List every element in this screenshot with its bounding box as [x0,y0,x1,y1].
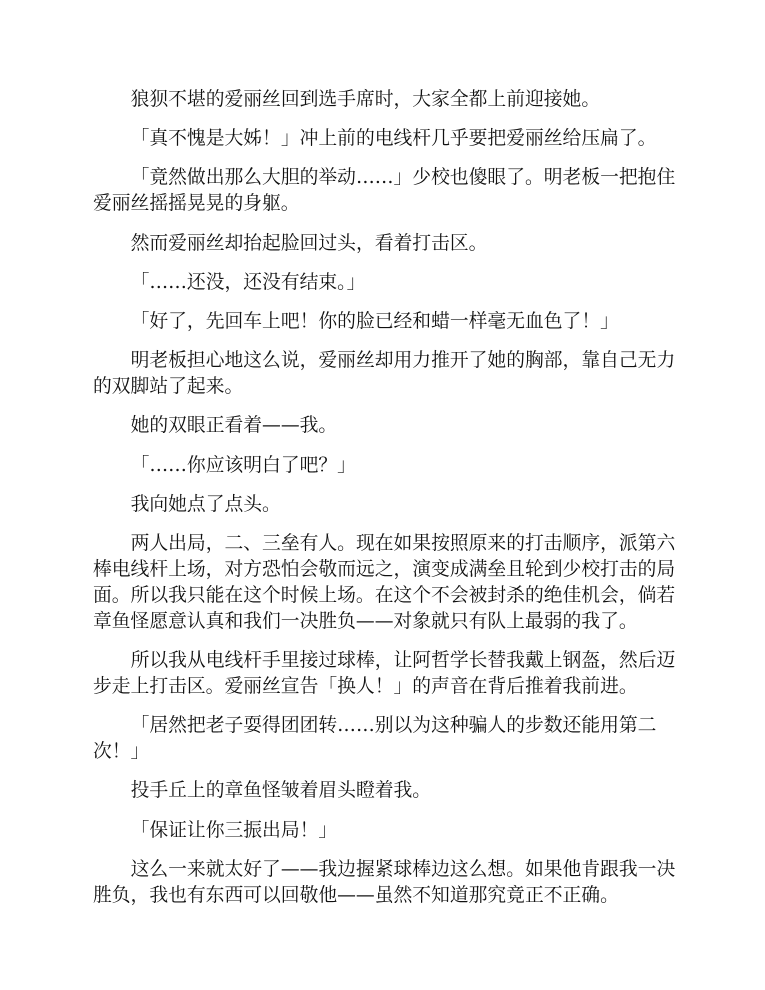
paragraph [93,857,693,909]
text-line: 所以我从电线杆手里接过球棒，让阿哲学长替我戴上钢盔，然后迈 [130,650,676,672]
text-line: 棒电线杆上场，对方恐怕会敬而远之，演变成满垒且轮到少校打击的局 [93,558,676,580]
paragraph [93,778,693,804]
paragraph [93,818,693,844]
text-line: 章鱼怪愿意认真和我们一决胜负——对象就只有队上最弱的我了。 [93,610,638,632]
paragraph [93,87,693,113]
text-line: 投手丘上的章鱼怪皱着眉头瞪着我。 [130,780,432,802]
text-line: 胜负，我也有东西可以回敬他——虽然不知道那究竟正不正确。 [93,884,619,906]
body-text [93,87,693,922]
paragraph [93,648,693,700]
paragraph [93,165,693,217]
paragraph [93,309,693,335]
text-line: 这么一来就太好了——我边握紧球棒边这么想。如果他肯跟我一决 [130,858,676,880]
text-line: 我向她点了点头。 [130,493,281,515]
paragraph [93,126,693,152]
paragraph [93,270,693,296]
text-line: 「……你应该明白了吧？」 [130,454,356,476]
text-line: 她的双眼正看着——我。 [130,415,338,437]
text-line: 狼狈不堪的爱丽丝回到选手席时，大家全都上前迎接她。 [130,89,601,110]
text-line: 「竟然做出那么大胆的举动……」少校也傻眼了。明老板一把抱住 [130,167,676,189]
text-line: 面。所以我只能在这个时候上场。在这个不会被封杀的绝佳机会，倘若 [93,584,676,606]
paragraph [93,713,693,765]
text-line: 然而爱丽丝却抬起脸回过头，看着打击区。 [130,232,488,254]
paragraph [93,231,693,257]
text-line: 明老板担心地这么说，爱丽丝却用力推开了她的胸部，靠自己无力 [130,350,676,372]
text-line: 「好了，先回车上吧！你的脸已经和蜡一样毫无血色了！」 [130,310,619,332]
text-line: 的双脚站了起来。 [93,376,244,398]
paragraph [93,348,693,400]
paragraph [93,492,693,518]
text-line: 「保证让你三振出局！」 [130,819,338,841]
text-line: 「居然把老子耍得团团转……别以为这种骗人的步数还能用第二 [130,715,657,737]
text-line: 步走上打击区。爱丽丝宣告「换人！」的声音在背后推着我前进。 [93,676,638,698]
paragraph [93,453,693,479]
text-line: 「真不愧是大姊！」冲上前的电线杆几乎要把爱丽丝给压扁了。 [130,128,657,150]
paragraph [93,413,693,439]
text-line: 「……还没，还没有结束。」 [130,271,366,293]
text-line: 次！」 [93,741,150,763]
paragraph [93,531,693,635]
text-line: 爱丽丝摇摇晃晃的身躯。 [93,193,300,215]
text-line: 两人出局，二、三垒有人。现在如果按照原来的打击顺序，派第六 [130,532,676,554]
